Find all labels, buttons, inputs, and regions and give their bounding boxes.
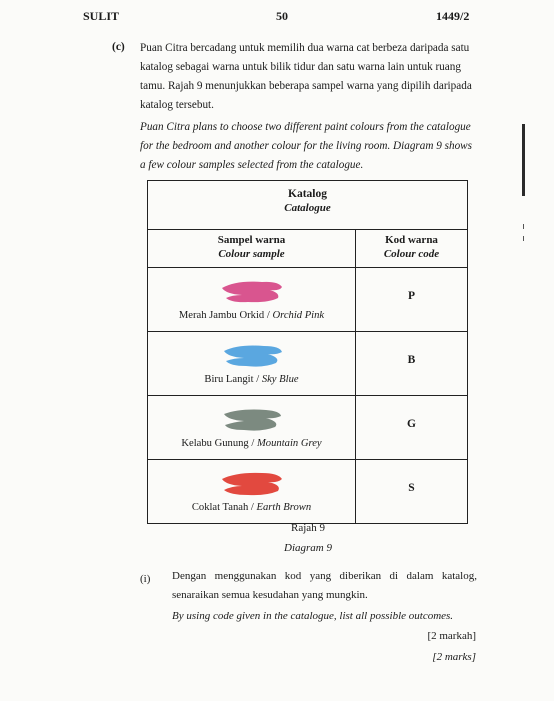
diagram-caption-malay: Rajah 9 bbox=[291, 522, 325, 534]
paint-swatch-icon bbox=[218, 470, 286, 498]
col-header-sample-malay: Sampel warna bbox=[217, 234, 286, 246]
subquestion-text-english: By using code given in the catalogue, list all possible outcomes. bbox=[172, 610, 454, 622]
header-left: SULIT bbox=[83, 9, 120, 23]
table-row bbox=[148, 460, 468, 524]
swatch-cell bbox=[148, 396, 356, 460]
question-text-english: Puan Citra plans to choose two different paint colours from the catalogue for the bedroom and another colour for the living room. Diagram 9 shows a few colour samples selected from the catalogue. bbox=[140, 121, 472, 171]
page-number: 50 bbox=[276, 9, 288, 23]
swatch-cell bbox=[148, 460, 356, 524]
paper-code: 1449/2 bbox=[436, 9, 470, 23]
scan-edge-tick bbox=[523, 224, 524, 229]
subquestion-label: (i) bbox=[140, 573, 151, 585]
col-header-sample-english: Colour sample bbox=[218, 248, 285, 260]
colour-name: Merah Jambu Orkid / Orchid Pink bbox=[178, 310, 325, 321]
marks-english: [2 marks] bbox=[432, 651, 476, 663]
paint-swatch-icon bbox=[218, 342, 286, 370]
table-row bbox=[148, 268, 468, 332]
scan-edge-tick bbox=[523, 236, 524, 241]
paint-swatch-icon bbox=[218, 278, 286, 306]
colour-code: S bbox=[356, 460, 468, 524]
swatch-cell bbox=[148, 332, 356, 396]
paint-swatch-icon bbox=[218, 406, 286, 434]
catalog-title-english: Catalogue bbox=[284, 202, 331, 214]
col-header-code bbox=[356, 230, 468, 268]
colour-code: P bbox=[356, 268, 468, 332]
catalog-title bbox=[148, 181, 468, 230]
colour-code: B bbox=[356, 332, 468, 396]
colour-name: Kelabu Gunung / Mountain Grey bbox=[181, 438, 322, 449]
catalog-title-malay: Katalog bbox=[288, 188, 327, 200]
col-header-sample bbox=[148, 230, 356, 268]
colour-code: G bbox=[356, 396, 468, 460]
marks-malay: [2 markah] bbox=[427, 630, 476, 642]
scan-edge-mark bbox=[522, 124, 525, 196]
table-row bbox=[148, 332, 468, 396]
colour-name: Biru Langit / Sky Blue bbox=[204, 374, 299, 385]
col-header-code-english: Colour code bbox=[383, 248, 440, 260]
question-label: (c) bbox=[112, 41, 125, 53]
colour-name: Coklat Tanah / Earth Brown bbox=[191, 502, 312, 513]
col-header-code-malay: Kod warna bbox=[385, 234, 438, 246]
question-text-malay: Puan Citra bercadang untuk memilih dua warna cat berbeza daripada satu katalog sebagai warna untuk bilik tidur dan satu warna lain untuk ruang tamu. Rajah 9 menunjukkan beberapa sampel warna yang dipilih daripada katalog tersebut. bbox=[140, 42, 472, 111]
table-row bbox=[148, 396, 468, 460]
catalog-table bbox=[147, 180, 468, 524]
swatch-cell bbox=[148, 268, 356, 332]
subquestion-text-malay: Dengan menggunakan kod yang diberikan di dalam katalog, senaraikan semua kesudahan yang mungkin. bbox=[172, 570, 477, 601]
diagram-caption-english: Diagram 9 bbox=[284, 542, 332, 554]
